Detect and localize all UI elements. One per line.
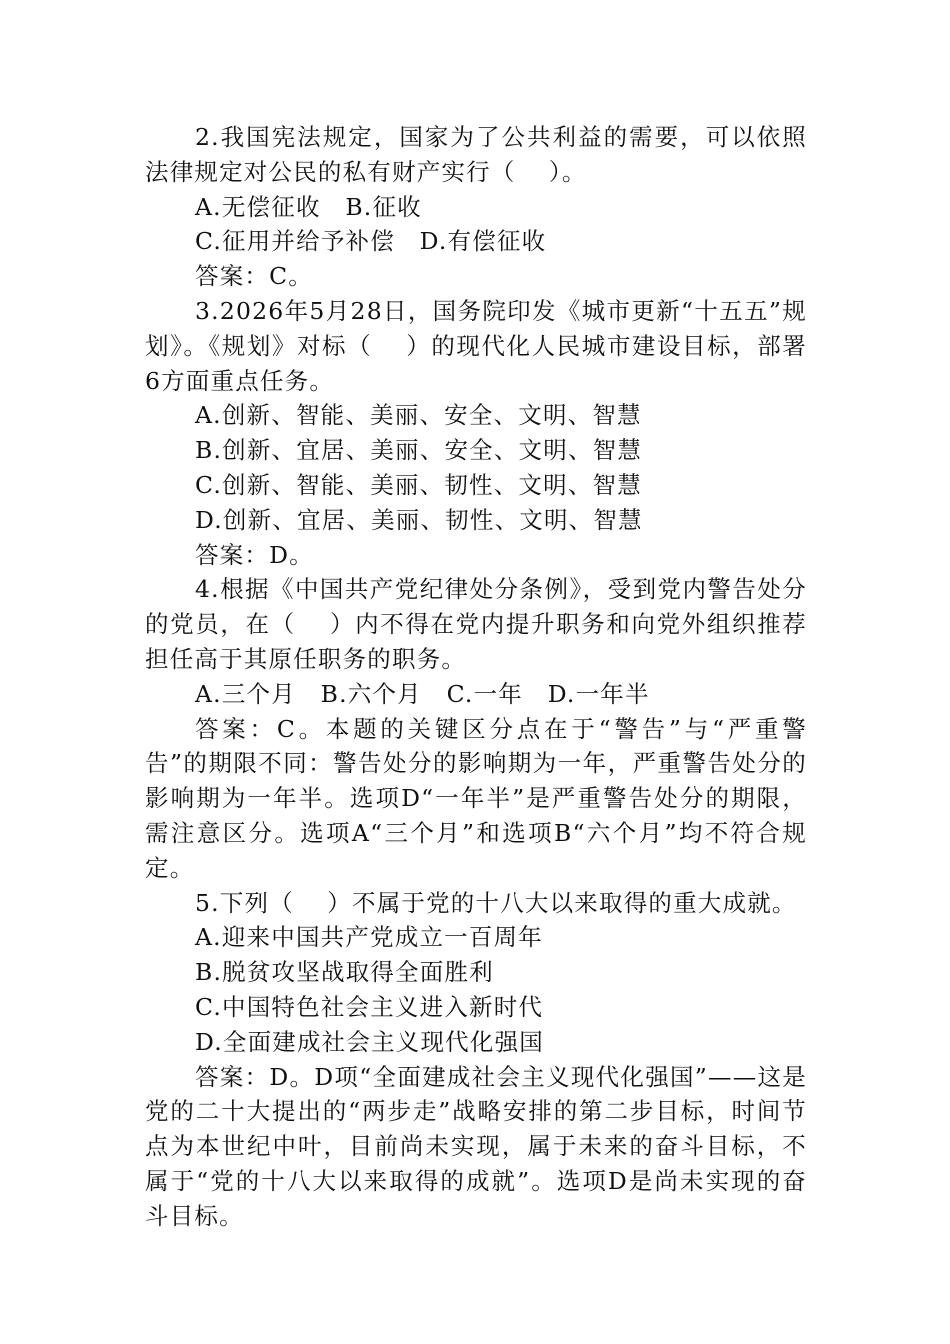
option-line: B.创新、宜居、美丽、安全、文明、智慧 [195, 436, 643, 465]
option-line: C.中国特色社会主义进入新时代 [195, 992, 544, 1021]
option-line: A.迎来中国共产党成立一百周年 [195, 923, 543, 952]
question-2 [145, 120, 807, 294]
question-5 [145, 886, 807, 1234]
option-line: D.全面建成社会主义现代化强国 [195, 1027, 544, 1056]
answer-text: 答案：C。 [195, 262, 313, 291]
answer-text: 答案：C。本题的关键区分点在于“警告”与“严重警告”的期限不同：警告处分的影响期为一年，严重警告处分的影响期为一年半。选项D“一年半”是严重警告处分的期限，需注意区分。选项A“三个月”和选项B“六个月”均不符合规定。 [145, 714, 807, 882]
question-stem: 5.下列（ ）不属于党的十八大以来取得的重大成就。 [195, 888, 797, 917]
option-line: D.创新、宜居、美丽、韧性、文明、智慧 [195, 505, 643, 534]
option-line: C.征用并给予补偿 D.有偿征收 [195, 227, 547, 256]
answer-text: 答案：D。 [195, 540, 314, 569]
question-stem: 2.我国宪法规定，国家为了公共利益的需要，可以依照法律规定对公民的私有财产实行（ ）。 [145, 123, 807, 186]
question-3 [145, 294, 807, 572]
document-body [145, 120, 807, 1234]
question-stem: 3.2026年5月28日，国务院印发《城市更新“十五五”规划》。《规划》对标（ ）的现代化人民城市建设目标，部署6方面重点任务。 [145, 296, 807, 395]
option-line: B.脱贫攻坚战取得全面胜利 [195, 958, 494, 987]
option-line: A.三个月 B.六个月 C.一年 D.一年半 [195, 679, 650, 708]
answer-text: 答案：D。D项“全面建成社会主义现代化强国”——这是党的二十大提出的“两步走”战略安排的第二步目标，时间节点为本世纪中叶，目前尚未实现，属于未来的奋斗目标，不属于“党的十八大以来取得的成就”。选项D是尚未实现的奋斗目标。 [145, 1062, 807, 1230]
question-stem: 4.根据《中国共产党纪律处分条例》，受到党内警告处分的党员，在（ ）内不得在党内提升职务和向党外组织推荐担任高于其原任职务的职务。 [145, 575, 807, 673]
option-line: A.无偿征收 B.征收 [195, 192, 422, 221]
option-line: C.创新、智能、美丽、韧性、文明、智慧 [195, 470, 642, 499]
option-line: A.创新、智能、美丽、安全、文明、智慧 [195, 401, 642, 430]
question-4 [145, 572, 807, 885]
